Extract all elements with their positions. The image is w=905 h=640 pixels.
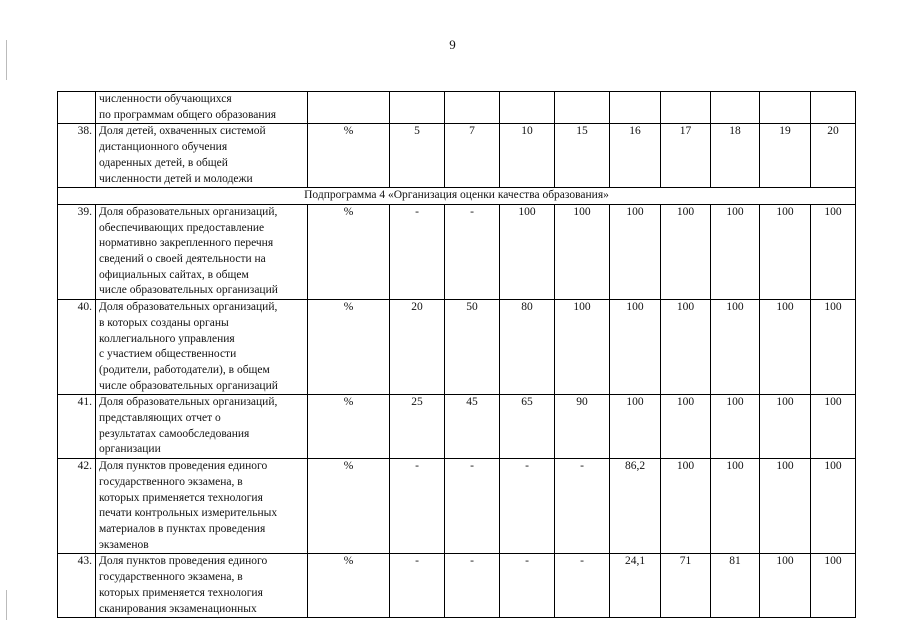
- indicator-name-line: Доля пунктов проведения единого: [99, 460, 268, 473]
- value-cell: 45: [445, 395, 500, 459]
- value-cell: 100: [760, 395, 811, 459]
- value-cell: -: [445, 459, 500, 554]
- indicator-name-line: Доля детей, охваченных системой: [99, 125, 266, 138]
- indicator-name-line: представляющих отчет о: [99, 412, 221, 425]
- value-cell: 20: [811, 124, 856, 188]
- indicator-name-line: нормативно закрепленного перечня: [99, 237, 274, 250]
- value-cell: -: [390, 554, 445, 618]
- value-cell: 100: [811, 554, 856, 618]
- page-number: 9: [449, 37, 456, 52]
- indicator-name-line: числе образовательных организаций: [99, 379, 278, 392]
- value-cell: 100: [760, 300, 811, 395]
- value-cell: 17: [661, 124, 711, 188]
- value-cell: 100: [610, 204, 661, 299]
- value-cell: 100: [661, 204, 711, 299]
- value-cell: 100: [661, 395, 711, 459]
- value-cell: 7: [445, 124, 500, 188]
- row-number-cell: 41.: [58, 395, 96, 459]
- indicator-name-cell: [96, 300, 308, 395]
- unit-cell: %: [308, 395, 390, 459]
- value-cell: 65: [500, 395, 555, 459]
- value-cell: 19: [760, 124, 811, 188]
- value-cell: -: [500, 554, 555, 618]
- table-row: [58, 395, 856, 459]
- value-cell: 50: [445, 300, 500, 395]
- value-cell: 25: [390, 395, 445, 459]
- indicator-name-line: в которых созданы органы: [99, 316, 229, 329]
- value-cell: -: [555, 459, 610, 554]
- value-cell: 100: [500, 204, 555, 299]
- value-cell: 18: [711, 124, 760, 188]
- unit-cell: %: [308, 204, 390, 299]
- value-cell: [811, 92, 856, 124]
- value-cell: -: [390, 459, 445, 554]
- indicator-name-line: сведений о своей деятельности на: [99, 253, 266, 266]
- indicator-name-cell: [96, 204, 308, 299]
- value-cell: -: [445, 554, 500, 618]
- indicator-name-line: государственного экзамена, в: [99, 571, 243, 584]
- left-margin-mark: [6, 590, 7, 620]
- value-cell: -: [445, 204, 500, 299]
- value-cell: [760, 92, 811, 124]
- indicator-name-line: (родители, работодатели), в общем: [99, 363, 270, 376]
- value-cell: [390, 92, 445, 124]
- indicator-name-cell: [96, 92, 308, 124]
- indicator-name-line: Доля образовательных организаций,: [99, 396, 278, 409]
- value-cell: 16: [610, 124, 661, 188]
- value-cell: 80: [500, 300, 555, 395]
- row-number-cell: 42.: [58, 459, 96, 554]
- table-row-continuation: [58, 92, 856, 124]
- value-cell: [610, 92, 661, 124]
- value-cell: -: [555, 554, 610, 618]
- indicator-name-line: государственного экзамена, в: [99, 475, 243, 488]
- value-cell: 100: [555, 300, 610, 395]
- value-cell: -: [390, 204, 445, 299]
- indicator-name-line: Доля образовательных организаций,: [99, 205, 278, 218]
- value-cell: 100: [811, 204, 856, 299]
- value-cell: 20: [390, 300, 445, 395]
- value-cell: 100: [760, 459, 811, 554]
- indicator-name-line: численности детей и молодежи: [99, 172, 253, 185]
- value-cell: [308, 92, 390, 124]
- indicator-name-cell: [96, 459, 308, 554]
- row-number-cell: 40.: [58, 300, 96, 395]
- indicator-name-line: официальных сайтах, в общем: [99, 268, 249, 281]
- indicator-name-line: числе образовательных организаций: [99, 284, 278, 297]
- unit-cell: %: [308, 300, 390, 395]
- unit-cell: %: [308, 554, 390, 618]
- row-number-cell: 38.: [58, 124, 96, 188]
- row-number-cell: 43.: [58, 554, 96, 618]
- value-cell: 100: [711, 204, 760, 299]
- indicator-name-cell: [96, 124, 308, 188]
- value-cell: 90: [555, 395, 610, 459]
- value-cell: 100: [711, 459, 760, 554]
- table-row: [58, 554, 856, 618]
- value-cell: [711, 92, 760, 124]
- indicator-name-line: Доля образовательных организаций,: [99, 301, 278, 314]
- table-row: [58, 300, 856, 395]
- value-cell: 100: [610, 395, 661, 459]
- indicator-name-line: которых применяется технология: [99, 586, 263, 599]
- value-cell: 100: [811, 459, 856, 554]
- indicator-name-cell: [96, 395, 308, 459]
- value-cell: 24,1: [610, 554, 661, 618]
- value-cell: 100: [811, 395, 856, 459]
- value-cell: 81: [711, 554, 760, 618]
- row-number-cell: [58, 92, 96, 124]
- value-cell: [445, 92, 500, 124]
- value-cell: 100: [555, 204, 610, 299]
- value-cell: [555, 92, 610, 124]
- indicator-name-line: с участием общественности: [99, 348, 237, 361]
- table-row: [58, 124, 856, 188]
- indicator-name-line: обеспечивающих предоставление: [99, 221, 265, 234]
- value-cell: 71: [661, 554, 711, 618]
- indicator-name-line: экзаменов: [99, 538, 149, 551]
- value-cell: [661, 92, 711, 124]
- indicator-name-line: которых применяется технология: [99, 491, 263, 504]
- value-cell: -: [500, 459, 555, 554]
- indicator-name-line: дистанционного обучения: [99, 141, 228, 154]
- indicator-name-line: сканирования экзаменационных: [99, 602, 257, 615]
- indicator-name-line: печати контрольных измерительных: [99, 507, 278, 520]
- value-cell: 100: [711, 300, 760, 395]
- section-title: Подпрограмма 4 «Организация оценки качества образования»: [58, 188, 856, 205]
- indicator-name-line: коллегиального управления: [99, 332, 235, 345]
- indicator-name-line: численности обучающихся: [99, 93, 232, 105]
- value-cell: 100: [711, 395, 760, 459]
- section-header-row: [58, 188, 856, 205]
- value-cell: 10: [500, 124, 555, 188]
- indicator-name-line: материалов в пунктах проведения: [99, 522, 266, 535]
- value-cell: 100: [661, 459, 711, 554]
- left-margin-mark: [6, 40, 7, 80]
- indicator-name-line: одаренных детей, в общей: [99, 156, 228, 169]
- indicator-name-line: Доля пунктов проведения единого: [99, 555, 268, 568]
- indicator-name-line: организации: [99, 443, 161, 456]
- table-row: [58, 204, 856, 299]
- row-number-cell: 39.: [58, 204, 96, 299]
- value-cell: 100: [610, 300, 661, 395]
- table-row: [58, 459, 856, 554]
- value-cell: 100: [760, 204, 811, 299]
- table-body: [58, 92, 856, 618]
- unit-cell: %: [308, 459, 390, 554]
- indicator-name-line: результатах самообследования: [99, 427, 250, 440]
- unit-cell: %: [308, 124, 390, 188]
- value-cell: [500, 92, 555, 124]
- indicators-table: [57, 91, 856, 618]
- value-cell: 100: [811, 300, 856, 395]
- value-cell: 5: [390, 124, 445, 188]
- value-cell: 15: [555, 124, 610, 188]
- indicator-name-line: по программам общего образования: [99, 108, 277, 121]
- indicator-name-cell: [96, 554, 308, 618]
- value-cell: 86,2: [610, 459, 661, 554]
- value-cell: 100: [760, 554, 811, 618]
- value-cell: 100: [661, 300, 711, 395]
